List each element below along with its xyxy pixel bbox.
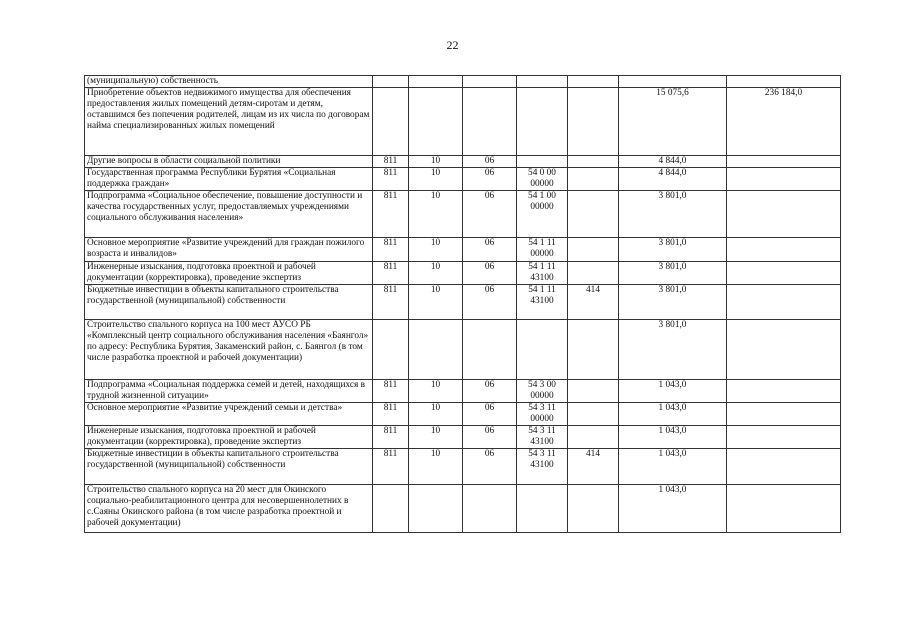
amount-year-1: 3 801,0 — [619, 191, 727, 238]
table-row — [85, 88, 841, 156]
expense-type-code — [568, 380, 619, 403]
ministry-code: 811 — [373, 449, 409, 485]
page-number: 22 — [446, 38, 459, 52]
target-article-code — [517, 156, 568, 168]
section-code — [409, 320, 463, 380]
target-article-code: 54 3 11 43100 — [517, 426, 568, 449]
amount-year-2 — [727, 403, 841, 426]
amount-year-2 — [727, 156, 841, 168]
subsection-code — [463, 88, 517, 156]
row-name: Другие вопросы в области социальной политики — [85, 156, 373, 168]
target-article-code — [517, 88, 568, 156]
target-article-code: 54 1 11 00000 — [517, 238, 568, 262]
expense-type-code — [568, 88, 619, 156]
expense-type-code — [568, 485, 619, 533]
subsection-code: 06 — [463, 168, 517, 191]
section-code: 10 — [409, 449, 463, 485]
expense-type-code — [568, 76, 619, 88]
amount-year-1: 4 844,0 — [619, 168, 727, 191]
target-article-code: 54 1 00 00000 — [517, 191, 568, 238]
target-article-code — [517, 320, 568, 380]
target-article-code — [517, 76, 568, 88]
budget-table — [84, 75, 841, 533]
amount-year-1: 4 844,0 — [619, 156, 727, 168]
subsection-code: 06 — [463, 262, 517, 285]
row-name: Строительство спального корпуса на 100 мест АУСО РБ «Комплексный центр социального обслуживания населения «Баянгол» по адресу: Республика Бурятия, Закаменский район, с. Баянгол (в том числе разработка проектной и рабочей документации) — [85, 320, 373, 380]
amount-year-2 — [727, 285, 841, 320]
row-name: Основное мероприятие «Развитие учреждений семьи и детства» — [85, 403, 373, 426]
target-article-code: 54 3 11 00000 — [517, 403, 568, 426]
amount-year-2: 236 184,0 — [727, 88, 841, 156]
ministry-code: 811 — [373, 191, 409, 238]
expense-type-code — [568, 156, 619, 168]
row-name: Государственная программа Республики Бурятия «Социальная поддержка граждан» — [85, 168, 373, 191]
subsection-code: 06 — [463, 156, 517, 168]
amount-year-1: 3 801,0 — [619, 320, 727, 380]
subsection-code: 06 — [463, 285, 517, 320]
ministry-code: 811 — [373, 285, 409, 320]
amount-year-1: 1 043,0 — [619, 426, 727, 449]
ministry-code — [373, 88, 409, 156]
amount-year-1: 3 801,0 — [619, 262, 727, 285]
table-row — [85, 285, 841, 320]
subsection-code — [463, 485, 517, 533]
amount-year-2 — [727, 238, 841, 262]
expense-type-code: 414 — [568, 449, 619, 485]
ministry-code — [373, 320, 409, 380]
row-name: Бюджетные инвестиции в объекты капитального строительства государственной (муниципальной) собственности — [85, 449, 373, 485]
row-name: Основное мероприятие «Развитие учреждений для граждан пожилого возраста и инвалидов» — [85, 238, 373, 262]
table-row — [85, 156, 841, 168]
row-name: Бюджетные инвестиции в объекты капитального строительства государственной (муниципальной) собственности — [85, 285, 373, 320]
section-code: 10 — [409, 262, 463, 285]
table-row — [85, 262, 841, 285]
expense-type-code — [568, 426, 619, 449]
section-code: 10 — [409, 403, 463, 426]
expense-type-code — [568, 403, 619, 426]
expense-type-code — [568, 262, 619, 285]
section-code: 10 — [409, 380, 463, 403]
section-code — [409, 485, 463, 533]
ministry-code: 811 — [373, 156, 409, 168]
ministry-code: 811 — [373, 262, 409, 285]
section-code: 10 — [409, 238, 463, 262]
subsection-code: 06 — [463, 191, 517, 238]
amount-year-1: 3 801,0 — [619, 285, 727, 320]
subsection-code — [463, 320, 517, 380]
amount-year-1 — [619, 76, 727, 88]
row-name: (муниципальную) собственность — [85, 76, 373, 88]
amount-year-2 — [727, 426, 841, 449]
ministry-code: 811 — [373, 238, 409, 262]
target-article-code: 54 0 00 00000 — [517, 168, 568, 191]
table-row — [85, 485, 841, 533]
table-row — [85, 320, 841, 380]
target-article-code: 54 1 11 43100 — [517, 285, 568, 320]
ministry-code: 811 — [373, 426, 409, 449]
table-row — [85, 403, 841, 426]
table-row — [85, 76, 841, 88]
row-name: Инженерные изыскания, подготовка проектной и рабочей документации (корректировка), проведение экспертиз — [85, 426, 373, 449]
section-code: 10 — [409, 285, 463, 320]
ministry-code: 811 — [373, 168, 409, 191]
amount-year-2 — [727, 76, 841, 88]
section-code: 10 — [409, 168, 463, 191]
ministry-code — [373, 76, 409, 88]
expense-type-code — [568, 168, 619, 191]
expense-type-code: 414 — [568, 285, 619, 320]
row-name: Подпрограмма «Социальное обеспечение, повышение доступности и качества государственных услуг, предоставляемых учреждениями социального обслуживания населения» — [85, 191, 373, 238]
table-row — [85, 168, 841, 191]
subsection-code: 06 — [463, 238, 517, 262]
amount-year-1: 1 043,0 — [619, 485, 727, 533]
table-row — [85, 380, 841, 403]
section-code — [409, 88, 463, 156]
target-article-code: 54 1 11 43100 — [517, 262, 568, 285]
row-name: Приобретение объектов недвижимого имущества для обеспечения предоставления жилых помещений детям-сиротам и детям, оставшимся без попечения родителей, лицам из их числа по договорам найма специализированных жилых помещений — [85, 88, 373, 156]
amount-year-2 — [727, 380, 841, 403]
target-article-code: 54 3 00 00000 — [517, 380, 568, 403]
section-code: 10 — [409, 156, 463, 168]
subsection-code: 06 — [463, 403, 517, 426]
row-name: Строительство спального корпуса на 20 мест для Окинского социально-реабилитационного центра для несовершеннолетних в с.Саяны Окинского района (в том числе разработка проектной и рабочей документации) — [85, 485, 373, 533]
ministry-code: 811 — [373, 403, 409, 426]
target-article-code — [517, 485, 568, 533]
section-code: 10 — [409, 191, 463, 238]
amount-year-2 — [727, 485, 841, 533]
ministry-code: 811 — [373, 380, 409, 403]
subsection-code: 06 — [463, 449, 517, 485]
expense-type-code — [568, 191, 619, 238]
amount-year-1: 1 043,0 — [619, 403, 727, 426]
section-code — [409, 76, 463, 88]
subsection-code — [463, 76, 517, 88]
amount-year-1: 15 075,6 — [619, 88, 727, 156]
amount-year-2 — [727, 191, 841, 238]
target-article-code: 54 3 11 43100 — [517, 449, 568, 485]
table-row — [85, 238, 841, 262]
table-row — [85, 426, 841, 449]
amount-year-1: 1 043,0 — [619, 449, 727, 485]
row-name: Инженерные изыскания, подготовка проектной и рабочей документации (корректировка), проведение экспертиз — [85, 262, 373, 285]
row-name: Подпрограмма «Социальная поддержка семей и детей, находящихся в трудной жизненной ситуации» — [85, 380, 373, 403]
table-row — [85, 449, 841, 485]
section-code: 10 — [409, 426, 463, 449]
amount-year-1: 3 801,0 — [619, 238, 727, 262]
amount-year-2 — [727, 168, 841, 191]
amount-year-2 — [727, 449, 841, 485]
subsection-code: 06 — [463, 380, 517, 403]
subsection-code: 06 — [463, 426, 517, 449]
amount-year-2 — [727, 262, 841, 285]
table-row — [85, 191, 841, 238]
amount-year-1: 1 043,0 — [619, 380, 727, 403]
expense-type-code — [568, 320, 619, 380]
expense-type-code — [568, 238, 619, 262]
ministry-code — [373, 485, 409, 533]
amount-year-2 — [727, 320, 841, 380]
